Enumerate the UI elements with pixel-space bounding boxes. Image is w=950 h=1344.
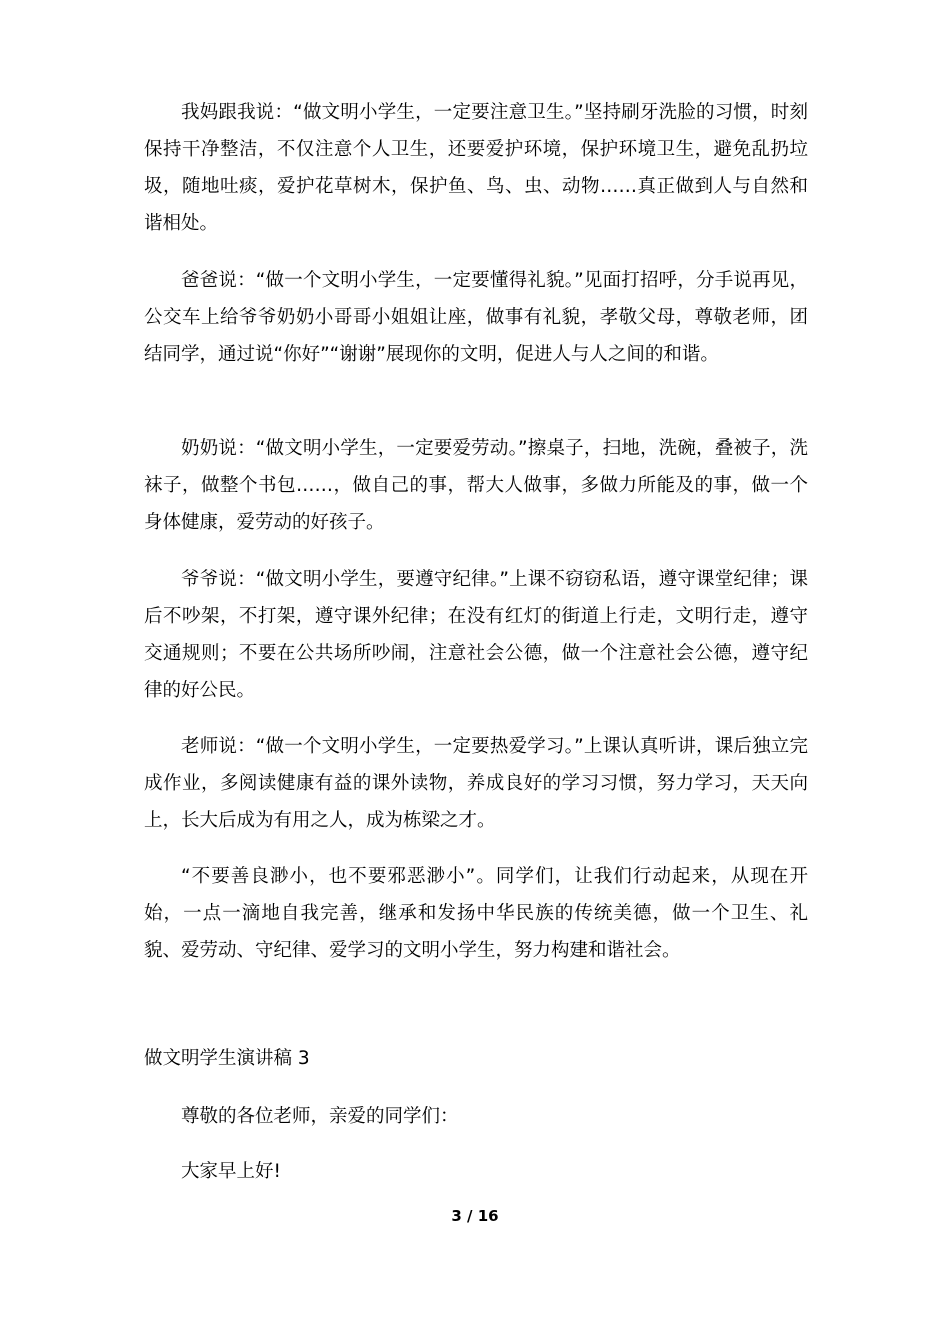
paragraph-conclusion: “不要善良渺小，也不要邪恶渺小”。同学们，让我们行动起来，从现在开始，一点一滴地自我完善，继承和发扬中华民族的传统美德，做一个卫生、礼貌、爱劳动、守纪律、爱学习的文明小学生，努力构建和谐社会。 bbox=[144, 866, 808, 961]
section-heading: 做文明学生演讲稿 3 bbox=[144, 1048, 310, 1069]
salutation: 尊敬的各位老师，亲爱的同学们： bbox=[181, 1106, 459, 1127]
paragraph-teacher: 老师说：“做一个文明小学生，一定要热爱学习。”上课认真听讲，课后独立完成作业，多阅读健康有益的课外读物，养成良好的学习习惯，努力学习，天天向上，长大后成为有用之人，成为栋梁之才。 bbox=[144, 736, 808, 831]
page-number: 3 / 16 bbox=[451, 1207, 499, 1225]
paragraph-grandmother: 奶奶说：“做文明小学生，一定要爱劳动。”擦桌子，扫地，洗碗，叠被子，洗袜子，做整个书包……，做自己的事，帮大人做事，多做力所能及的事，做一个身体健康，爱劳动的好孩子。 bbox=[144, 438, 808, 533]
paragraph-father: 爸爸说：“做一个文明小学生，一定要懂得礼貌。”见面打招呼，分手说再见，公交车上给爷爷奶奶小哥哥小姐姐让座，做事有礼貌，孝敬父母，尊敬老师，团结同学，通过说“你好”“谢谢”展现你的文明，促进人与人之间的和谐。 bbox=[144, 270, 808, 365]
paragraph-mother: 我妈跟我说：“做文明小学生，一定要注意卫生。”坚持刷牙洗脸的习惯，时刻保持干净整洁，不仅注意个人卫生，还要爱护环境，保护环境卫生，避免乱扔垃圾，随地吐痰，爱护花草树木，保护鱼、鸟、虫、动物……真正做到人与自然和谐相处。 bbox=[144, 102, 808, 234]
greeting: 大家早上好! bbox=[181, 1161, 281, 1182]
paragraph-grandfather: 爷爷说：“做文明小学生，要遵守纪律。”上课不窃窃私语，遵守课堂纪律；课后不吵架，不打架，遵守课外纪律；在没有红灯的街道上行走，文明行走，遵守交通规则；不要在公共场所吵闹，注意社会公德，做一个注意社会公德，遵守纪律的好公民。 bbox=[144, 569, 808, 701]
